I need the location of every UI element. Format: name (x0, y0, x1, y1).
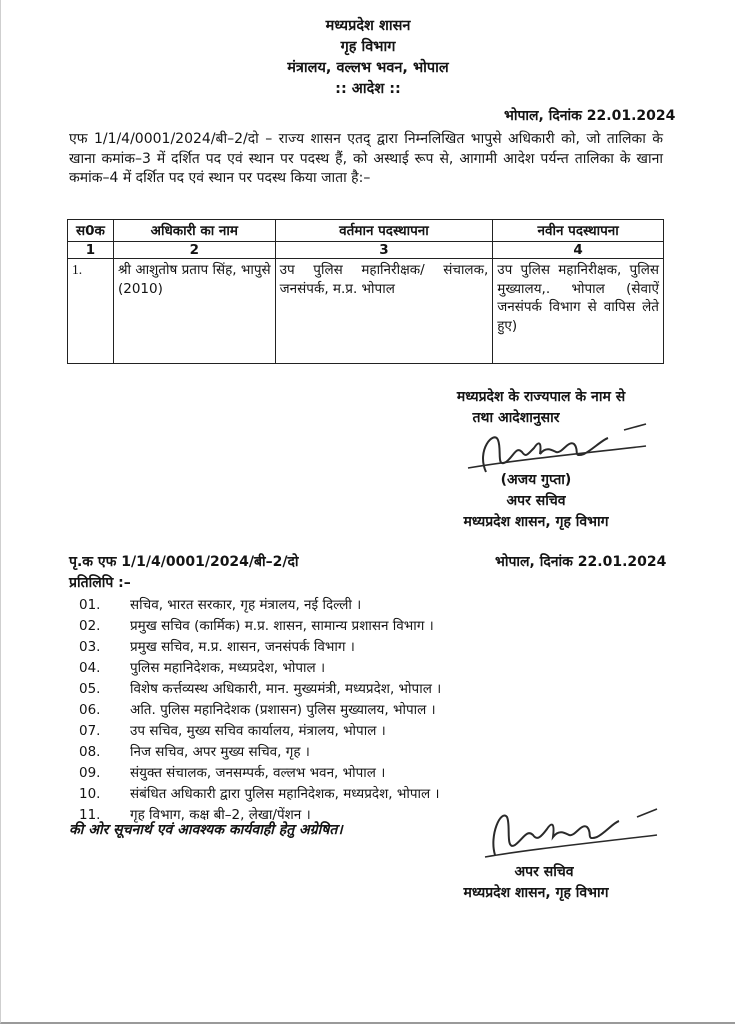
order-title: :: आदेश :: (335, 81, 401, 97)
header-new-posting: नवीन पदस्थापना (493, 220, 664, 242)
list-item (79, 700, 441, 721)
order-paragraph: एफ 1/1/4/0001/2024/बी–2/दो – राज्य शासन एतद् द्वारा निम्नलिखित भापुसे अधिकारी को, जो तालिका के खाना कमांक–3 में दर्शित पद एवं स्थान पर पदस्थ हैं, को अस्थाई रूप से, आगामी आदेश पर्यन्त तालिका के खाना कमांक–4 में दर्शित पद एवं स्थान पर पदस्थ किया जाता है:– (69, 131, 663, 186)
column-number: 4 (493, 242, 664, 259)
column-number: 1 (68, 242, 114, 259)
signature-authority-line: मध्यप्रदेश के राज्यपाल के नाम से (456, 389, 626, 405)
signature-mark (471, 795, 671, 870)
list-item (79, 595, 441, 616)
item-text: प्रमुख सचिव, म.प्र. शासन, जनसंपर्क विभाग । (130, 639, 355, 655)
item-text: संबंधित अधिकारी द्वारा पुलिस महानिदेशक, मध्यप्रदेश, भोपाल । (130, 786, 440, 802)
signatory-designation: अपर सचिव (506, 493, 566, 509)
signatory-department-2: मध्यप्रदेश शासन, गृह विभाग (463, 885, 609, 901)
list-item (79, 658, 441, 679)
item-text: पुलिस महानिदेशक, मध्यप्रदेश, भोपाल । (130, 660, 326, 676)
column-number: 2 (113, 242, 275, 259)
copy-to-label: प्रतिलिपि :– (69, 575, 131, 591)
item-text: विशेष कर्त्तव्यस्थ अधिकारी, मान. मुख्यमंत्री, मध्यप्रदेश, भोपाल । (130, 681, 442, 697)
signatory-name: (अजय गुप्ता) (500, 472, 572, 488)
endorsement-reference: पृ.क एफ 1/1/4/0001/2024/बी–2/दो (69, 554, 299, 570)
posting-table (67, 219, 664, 364)
item-number: 05. (79, 681, 101, 697)
column-number: 3 (275, 242, 493, 259)
copy-recipients-list (79, 595, 441, 826)
item-text: उप सचिव, मुख्य सचिव कार्यालय, मंत्रालय, भोपाल । (130, 723, 386, 739)
item-text: अति. पुलिस महानिदेशक (प्रशासन) पुलिस मुख्यालय, भोपाल । (130, 702, 436, 718)
order-date: भोपाल, दिनांक 22.01.2024 (504, 108, 676, 124)
item-text: गृह विभाग, कक्ष बी–2, लेखा/पेंशन । (130, 807, 311, 823)
item-number: 07. (79, 723, 101, 739)
item-number: 06. (79, 702, 101, 718)
cell-new-posting: उप पुलिस महानिरीक्षक, पुलिस मुख्यालय,. भोपाल (सेवाऐं जनसंपर्क विभाग से वापिस लेते हुए) (493, 259, 664, 364)
list-item (79, 742, 441, 763)
table-row (68, 259, 664, 364)
item-text: निज सचिव, अपर मुख्य सचिव, गृह । (130, 744, 310, 760)
cell-serial: 1. (68, 259, 114, 364)
signature-by-order-line: तथा आदेशानुसार (472, 410, 560, 426)
letterhead (1, 16, 735, 100)
list-item (79, 763, 441, 784)
item-number: 03. (79, 639, 101, 655)
list-item (79, 784, 441, 805)
letterhead-government: मध्यप्रदेश शासन (325, 18, 411, 34)
item-number: 10. (79, 786, 101, 802)
header-serial: स0क (68, 220, 114, 242)
item-number: 09. (79, 765, 101, 781)
item-number: 04. (79, 660, 101, 676)
column-number-row (68, 242, 664, 259)
list-item (79, 637, 441, 658)
item-text: प्रमुख सचिव (कार्मिक) म.प्र. शासन, सामान्य प्रशासन विभाग । (130, 618, 434, 634)
signatory-designation-2: अपर सचिव (514, 864, 574, 880)
list-item (79, 616, 441, 637)
item-text: संयुक्त संचालक, जनसम्पर्क, वल्लभ भवन, भोपाल । (130, 765, 386, 781)
table-header-row (68, 220, 664, 242)
letterhead-department: गृह विभाग (340, 39, 396, 55)
list-item (79, 721, 441, 742)
cell-current-posting: उप पुलिस महानिरीक्षक/ संचालक, जनसंपर्क, म.प्र. भोपाल (275, 259, 493, 364)
item-number: 08. (79, 744, 101, 760)
endorsement-date: भोपाल, दिनांक 22.01.2024 (495, 554, 667, 570)
header-current-posting: वर्तमान पदस्थापना (275, 220, 493, 242)
forwarding-note: की ओर सूचनार्थ एवं आवश्यक कार्यवाही हेतु अग्रेषित। (69, 822, 343, 838)
item-number: 11. (79, 807, 101, 823)
letterhead-address: मंत्रालय, वल्लभ भवन, भोपाल (287, 60, 449, 76)
item-number: 01. (79, 597, 101, 613)
signatory-department: मध्यप्रदेश शासन, गृह विभाग (463, 514, 609, 530)
item-text: सचिव, भारत सरकार, गृह मंत्रालय, नई दिल्ली । (130, 597, 362, 613)
cell-officer-name: श्री आशुतोष प्रताप सिंह, भापुसे (2010) (113, 259, 275, 364)
list-item (79, 679, 441, 700)
item-number: 02. (79, 618, 101, 634)
header-officer-name: अधिकारी का नाम (113, 220, 275, 242)
